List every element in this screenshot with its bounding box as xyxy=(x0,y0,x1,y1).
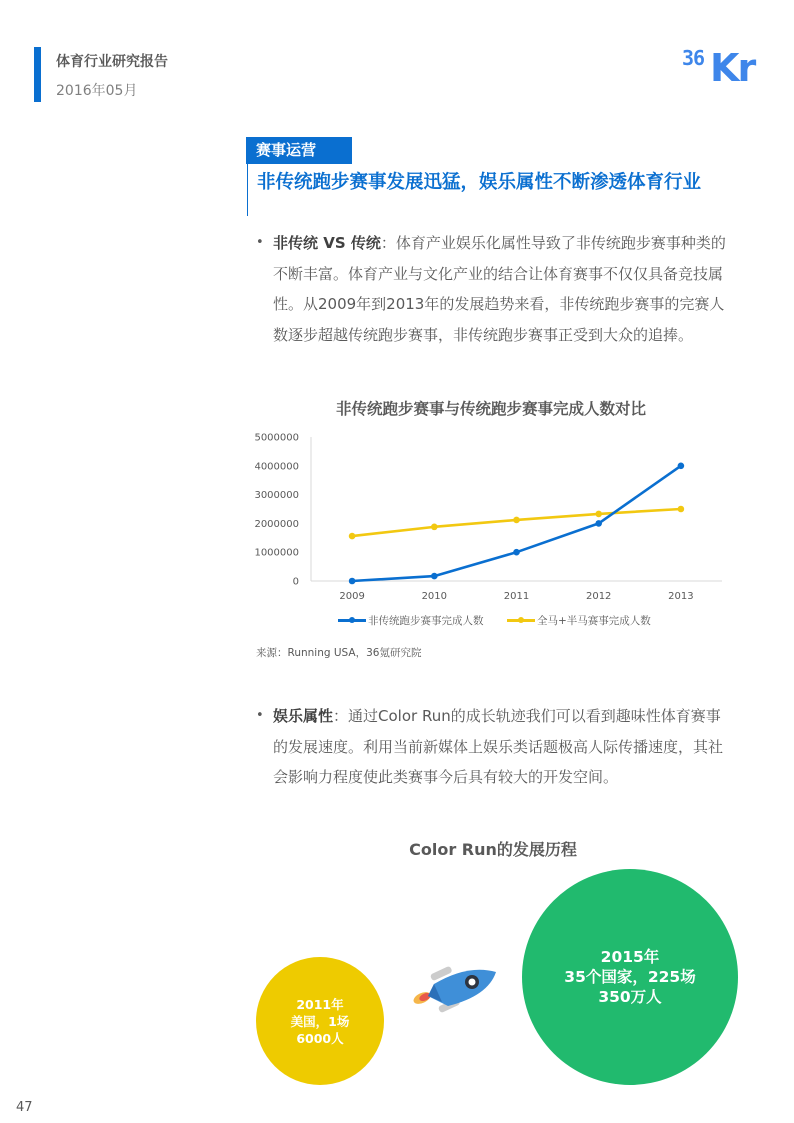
paragraph-text: ：体育产业娱乐化属性导致了非传统跑步赛事种类的不断丰富。体育产业与文化产业的结合让体育赛事不仅仅具备竞技属性。从2009年到2013年的发展趋势来看，非传统跑步赛事的完赛人数逐步超越传统跑步赛事，非传统跑步赛事正受到大众的追捧。 xyxy=(273,234,726,344)
logo-number: 36 xyxy=(682,46,705,70)
logo-text: Kr xyxy=(710,46,755,90)
legend-item-marathon xyxy=(507,613,651,628)
legend-label: 全马+半马赛事完成人数 xyxy=(537,615,651,627)
circle-2011-year: 2011年 xyxy=(296,996,344,1012)
x-tick-label: 2010 xyxy=(421,591,448,602)
y-tick-label: 2000000 xyxy=(254,518,299,530)
legend-label: 非传统跑步赛事完成人数 xyxy=(368,615,484,627)
rocket-icon xyxy=(408,960,500,1020)
header-accent-bar xyxy=(34,47,41,102)
data-point xyxy=(349,533,356,540)
series-line xyxy=(352,466,681,581)
line-chart xyxy=(250,425,730,615)
data-point xyxy=(678,506,685,513)
report-title: 体育行业研究报告 xyxy=(56,54,168,70)
y-tick-label: 5000000 xyxy=(254,432,299,444)
paragraph-non-traditional xyxy=(256,228,730,350)
chart-legend xyxy=(250,613,730,631)
data-point xyxy=(678,463,685,470)
data-point xyxy=(513,517,520,524)
circle-2011-participants: 6000人 xyxy=(296,1030,344,1046)
circle-2011-scope: 美国，1场 xyxy=(290,1013,350,1029)
circle-2011 xyxy=(256,957,384,1085)
circle-2015-participants: 350万人 xyxy=(598,988,662,1006)
data-point xyxy=(431,524,438,531)
y-tick-label: 0 xyxy=(292,576,299,588)
36kr-logo xyxy=(680,42,766,94)
data-point xyxy=(513,549,520,556)
bullet-icon: • xyxy=(256,708,264,723)
x-tick-label: 2009 xyxy=(339,591,365,602)
y-tick-label: 4000000 xyxy=(254,461,299,473)
data-point xyxy=(349,578,356,585)
chart-source: 来源：Running USA，36氪研究院 xyxy=(256,647,422,659)
data-point xyxy=(595,511,602,518)
paragraph-bold-lead: 娱乐属性 xyxy=(273,707,334,725)
y-tick-label: 1000000 xyxy=(254,547,299,559)
data-point xyxy=(595,520,602,527)
x-tick-label: 2013 xyxy=(668,591,694,602)
legend-line-blue-icon xyxy=(338,619,366,622)
section-title: 非传统跑步赛事发展迅猛，娱乐属性不断渗透体育行业 xyxy=(257,172,702,193)
x-tick-label: 2011 xyxy=(503,591,530,602)
page-number: 47 xyxy=(16,1100,33,1115)
data-point xyxy=(431,573,438,580)
circle-2015-year: 2015年 xyxy=(600,948,660,966)
color-run-title: Color Run的发展历程 xyxy=(409,840,577,859)
bullet-icon: • xyxy=(256,235,264,250)
section-tag: 赛事运营 xyxy=(246,137,352,164)
y-tick-label: 3000000 xyxy=(254,490,299,502)
chart-title: 非传统跑步赛事与传统跑步赛事完成人数对比 xyxy=(335,400,646,418)
circle-2015-scope: 35个国家，225场 xyxy=(564,968,696,986)
paragraph-text: ：通过Color Run的成长轨迹我们可以看到趣味性体育赛事的发展速度。利用当前新媒体上娱乐类话题极高人际传播速度，其社会影响力程度使此类赛事今后具有较大的开发空间。 xyxy=(273,707,724,786)
circle-2015 xyxy=(522,869,738,1085)
paragraph-bold-lead: 非传统 VS 传统 xyxy=(273,234,381,252)
legend-line-yellow-icon xyxy=(507,619,535,622)
report-date: 2016年05月 xyxy=(56,83,138,99)
x-tick-label: 2012 xyxy=(585,591,612,602)
paragraph-entertainment xyxy=(256,701,730,793)
section-divider xyxy=(247,164,248,216)
legend-item-nontraditional xyxy=(338,613,484,628)
